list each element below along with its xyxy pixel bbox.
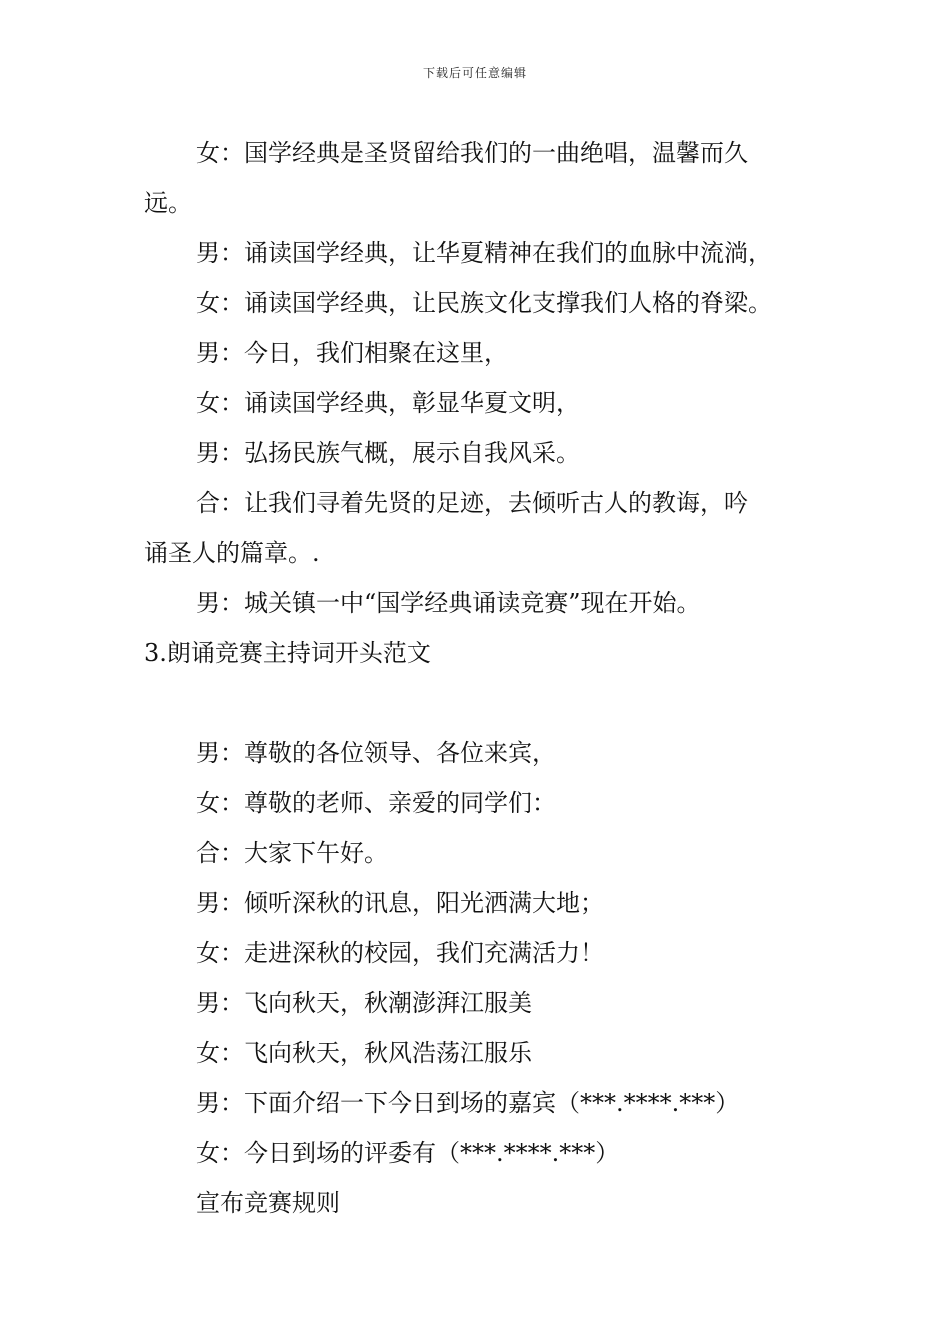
- dialogue-line: 女：飞向秋天，秋风浩荡江服乐: [196, 1039, 532, 1067]
- dialogue-line: 女：国学经典是圣贤留给我们的一曲绝唱，温馨而久: [196, 139, 748, 167]
- dialogue-line: 男：倾听深秋的讯息，阳光洒满大地；: [196, 889, 604, 917]
- dialogue-line: 男：弘扬民族气概，展示自我风采。: [196, 439, 580, 467]
- dialogue-line: 男：尊敬的各位领导、各位来宾，: [196, 739, 556, 767]
- dialogue-line: 女：今日到场的评委有（***.****.***）: [196, 1139, 620, 1167]
- document-body: [144, 128, 816, 1228]
- dialogue-line: 男：诵读国学经典，让华夏精神在我们的血脉中流淌，: [196, 239, 772, 267]
- dialogue-line: 合：让我们寻着先贤的足迹，去倾听古人的教诲，吟: [196, 489, 748, 517]
- dialogue-line-continuation: 远。: [144, 189, 192, 217]
- dialogue-line: 女：走进深秋的校园，我们充满活力！: [196, 939, 604, 967]
- dialogue-line: 男：今日，我们相聚在这里，: [196, 339, 508, 367]
- dialogue-line: 合：大家下午好。: [196, 839, 388, 867]
- page-header-note: 下载后可任意编辑: [422, 66, 527, 80]
- dialogue-line-continuation: 诵圣人的篇章。.: [144, 539, 320, 567]
- dialogue-line: 男：城关镇一中“国学经典诵读竞赛”现在开始。: [196, 589, 701, 617]
- section-heading: 3.朗诵竞赛主持词开头范文: [144, 639, 431, 667]
- blank-spacer: [144, 678, 816, 728]
- dialogue-line: 男：下面介绍一下今日到场的嘉宾（***.****.***）: [196, 1089, 740, 1117]
- dialogue-line: 女：诵读国学经典，让民族文化支撑我们人格的脊梁。: [196, 289, 772, 317]
- dialogue-line: 男：飞向秋天，秋潮澎湃江服美: [196, 989, 532, 1017]
- dialogue-line: 女：诵读国学经典，彰显华夏文明，: [196, 389, 580, 417]
- dialogue-line: 宣布竞赛规则: [196, 1189, 340, 1217]
- dialogue-line: 女：尊敬的老师、亲爱的同学们：: [196, 789, 556, 817]
